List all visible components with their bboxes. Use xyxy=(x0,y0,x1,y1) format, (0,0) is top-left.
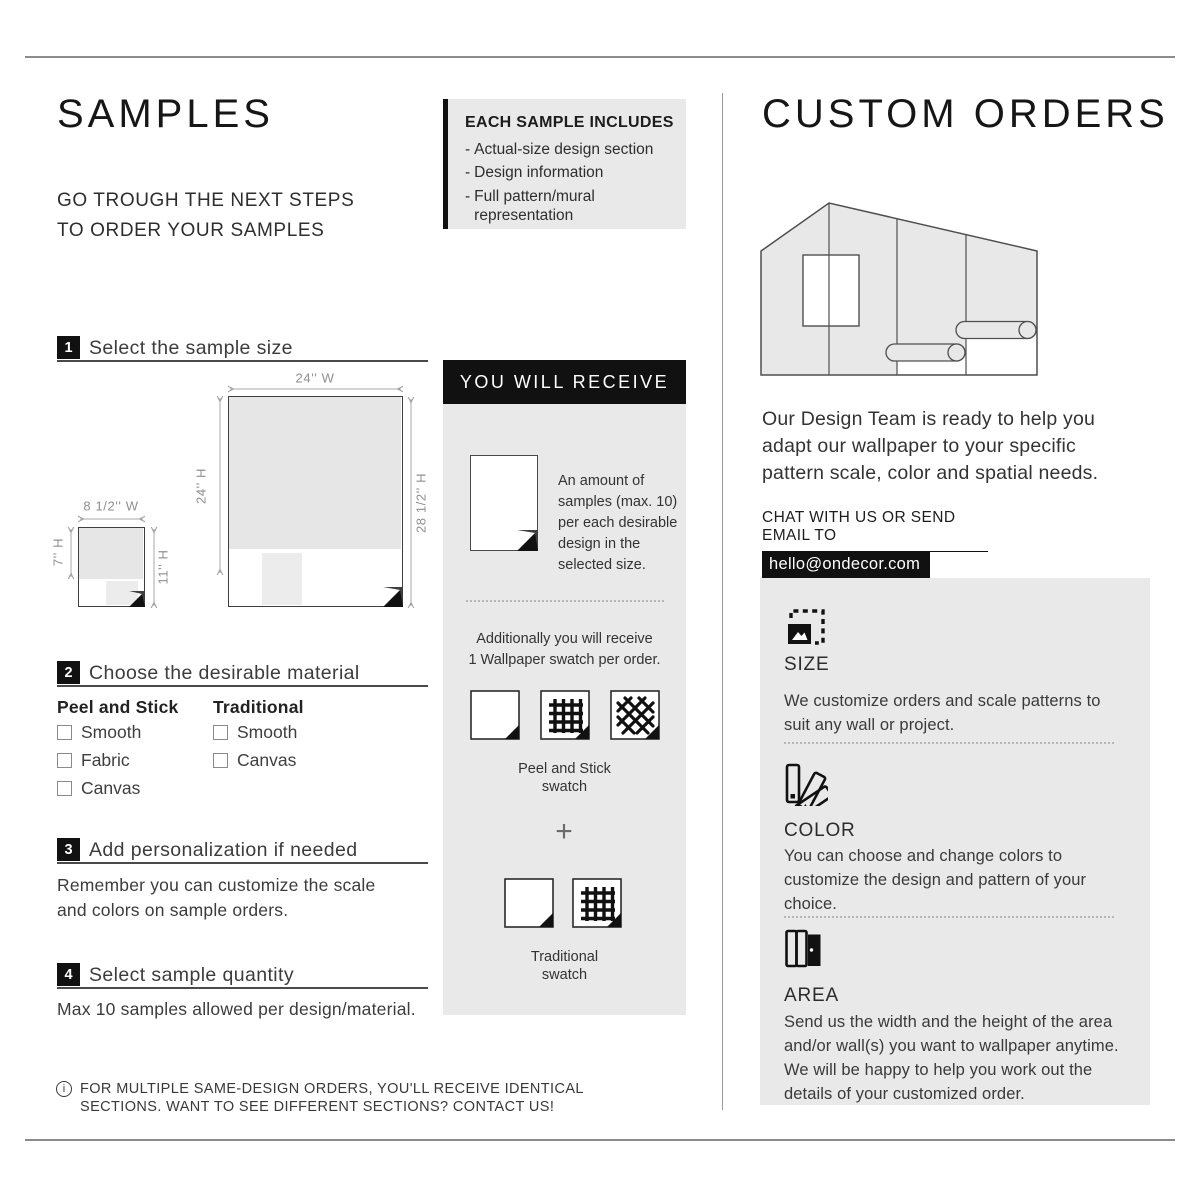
option-traditional-smooth[interactable] xyxy=(213,722,297,743)
includes-title: EACH SAMPLE INCLUDES xyxy=(465,114,674,131)
option-peel-smooth[interactable] xyxy=(57,722,141,743)
dotted-divider xyxy=(784,742,1114,744)
chat-block xyxy=(762,509,988,579)
samples-intro-line2: TO ORDER YOUR SAMPLES xyxy=(57,220,325,242)
large-sheet-design-height-label: 24'' H xyxy=(193,467,209,505)
top-rule xyxy=(25,56,1175,58)
step2-rule xyxy=(57,685,428,687)
large-sheet-design-area xyxy=(229,397,401,549)
traditional-swatch-label xyxy=(443,948,686,984)
swatch-grid-icon xyxy=(572,878,622,928)
step3-rule xyxy=(57,862,428,864)
step1-rule xyxy=(57,360,428,362)
plus-sign: + xyxy=(555,815,573,848)
traditional-options xyxy=(213,722,297,778)
option-peel-fabric[interactable] xyxy=(57,750,141,771)
color-icon xyxy=(784,762,828,806)
small-sheet-design-height-dimension xyxy=(66,527,76,579)
traditional-swatch-label-line2: swatch xyxy=(541,967,588,984)
custom-intro: Our Design Team is ready to help you adapt our wallpaper to your specific pattern scale, color and spatial needs. xyxy=(762,408,1099,484)
custom-orders-title: CUSTOM ORDERS xyxy=(762,92,1169,136)
bottom-rule xyxy=(25,1139,1175,1141)
checkbox-icon[interactable] xyxy=(213,725,228,740)
includes-item-text: Design information xyxy=(474,164,604,182)
footnote-line1: FOR MULTIPLE SAME-DESIGN ORDERS, YOU'LL RECEIVE IDENTICAL xyxy=(80,1081,584,1097)
small-sample-sheet xyxy=(78,527,145,607)
option-label: Smooth xyxy=(237,722,298,742)
color-feature-title: COLOR xyxy=(784,820,856,841)
swatch-blank-icon xyxy=(470,690,520,740)
size-feature-desc: We customize orders and scale patterns to suit any wall or project. xyxy=(784,692,1101,734)
peel-and-stick-options xyxy=(57,722,141,806)
step4-body: Max 10 samples allowed per design/material. xyxy=(57,999,416,1019)
includes-item-text: Full pattern/mural representation xyxy=(474,187,595,225)
small-sheet-full-height-dimension xyxy=(149,527,159,608)
additional-line2: 1 Wallpaper swatch per order. xyxy=(468,652,661,669)
peel-and-stick-heading: Peel and Stick xyxy=(57,697,179,717)
step3-body: Remember you can customize the scale and colors on sample orders. xyxy=(57,875,376,921)
small-sheet-width-dimension xyxy=(78,514,145,524)
option-label: Smooth xyxy=(81,722,142,742)
bullet: - xyxy=(465,187,471,205)
large-sheet-width-dimension xyxy=(228,384,403,394)
includes-item xyxy=(465,140,674,159)
includes-item xyxy=(465,187,674,226)
color-feature-desc: You can choose and change colors to customize the design and pattern of your choice. xyxy=(784,847,1087,913)
option-label: Canvas xyxy=(81,778,141,798)
area-feature-title: AREA xyxy=(784,985,839,1006)
area-feature-desc: Send us the width and the height of the area and/or wall(s) you want to wallpaper anytime. We will be happy to help you work out the details of your customized order. xyxy=(784,1013,1119,1103)
small-sheet-full-height-label: 11'' H xyxy=(155,549,171,585)
step2-number: 2 xyxy=(57,661,80,684)
option-label: Canvas xyxy=(237,750,297,770)
peel-swatch-label xyxy=(443,760,686,796)
additional-text xyxy=(443,629,686,671)
size-feature-title: SIZE xyxy=(784,654,830,675)
dotted-divider xyxy=(466,600,664,602)
additional-line1: Additionally you will receive xyxy=(476,631,653,647)
checkbox-icon[interactable] xyxy=(57,753,72,768)
option-traditional-canvas[interactable] xyxy=(213,750,297,771)
large-sheet-inner-swatch xyxy=(262,553,302,605)
area-icon xyxy=(784,928,826,970)
step1-number: 1 xyxy=(57,336,80,359)
samples-title: SAMPLES xyxy=(57,92,274,136)
includes-item xyxy=(465,163,674,182)
each-sample-includes-box xyxy=(443,99,686,229)
traditional-heading: Traditional xyxy=(213,697,304,717)
large-sheet-fold-corner-icon xyxy=(383,587,403,607)
info-icon: i xyxy=(56,1081,72,1097)
swatch-crosshatch-icon xyxy=(610,690,660,740)
small-sheet-design-area xyxy=(79,528,143,579)
option-peel-canvas[interactable] xyxy=(57,778,141,799)
wallpapered-wall-illustration xyxy=(760,194,1042,382)
sample-page-icon xyxy=(470,455,538,551)
column-divider xyxy=(722,93,723,1110)
step2-title: Choose the desirable material xyxy=(89,662,360,684)
size-icon xyxy=(784,607,826,649)
option-label: Fabric xyxy=(81,750,130,770)
step3-title: Add personalization if needed xyxy=(89,839,358,861)
fold-corner-icon xyxy=(517,530,538,551)
checkbox-icon[interactable] xyxy=(57,781,72,796)
large-sheet-width-label: 24'' W xyxy=(295,370,335,386)
samples-amount-text: An amount of samples (max. 10) per each desirable design in the selected size. xyxy=(558,473,678,574)
step3-number: 3 xyxy=(57,838,80,861)
step1-title: Select the sample size xyxy=(89,337,293,359)
bullet: - xyxy=(465,141,471,158)
swatch-grid-icon xyxy=(540,690,590,740)
small-sheet-fold-corner-icon xyxy=(129,591,145,607)
large-sheet-full-height-label: 28 1/2'' H xyxy=(413,472,429,534)
small-sheet-width-label: 8 1/2'' W xyxy=(83,498,139,514)
samples-intro xyxy=(57,186,354,247)
checkbox-icon[interactable] xyxy=(57,725,72,740)
email-badge[interactable]: hello@ondecor.com xyxy=(762,552,930,579)
footnote xyxy=(56,1080,584,1116)
step4-number: 4 xyxy=(57,963,80,986)
you-will-receive-banner: YOU WILL RECEIVE xyxy=(443,360,686,404)
chat-label: CHAT WITH US OR SEND EMAIL TO xyxy=(762,509,956,544)
large-sheet-full-height-dimension xyxy=(406,397,416,608)
bullet: - xyxy=(465,164,471,182)
peel-swatch-label-line2: swatch xyxy=(541,779,588,796)
traditional-swatch-label-line1: Traditional xyxy=(530,949,599,965)
dotted-divider xyxy=(784,916,1114,918)
footnote-line2: SECTIONS. WANT TO SEE DIFFERENT SECTIONS? CONTACT US! xyxy=(80,1099,555,1116)
checkbox-icon[interactable] xyxy=(213,753,228,768)
step4-title: Select sample quantity xyxy=(89,964,294,986)
swatch-blank-icon xyxy=(504,878,554,928)
large-sample-sheet xyxy=(228,396,403,607)
includes-item-text: Actual-size design section xyxy=(474,141,654,158)
peel-swatch-label-line1: Peel and Stick xyxy=(518,761,611,777)
small-sheet-design-height-label: 7'' H xyxy=(50,537,66,567)
large-sheet-design-height-dimension xyxy=(215,396,225,575)
samples-intro-line1: GO TROUGH THE NEXT STEPS xyxy=(57,190,355,211)
step4-rule xyxy=(57,987,428,989)
